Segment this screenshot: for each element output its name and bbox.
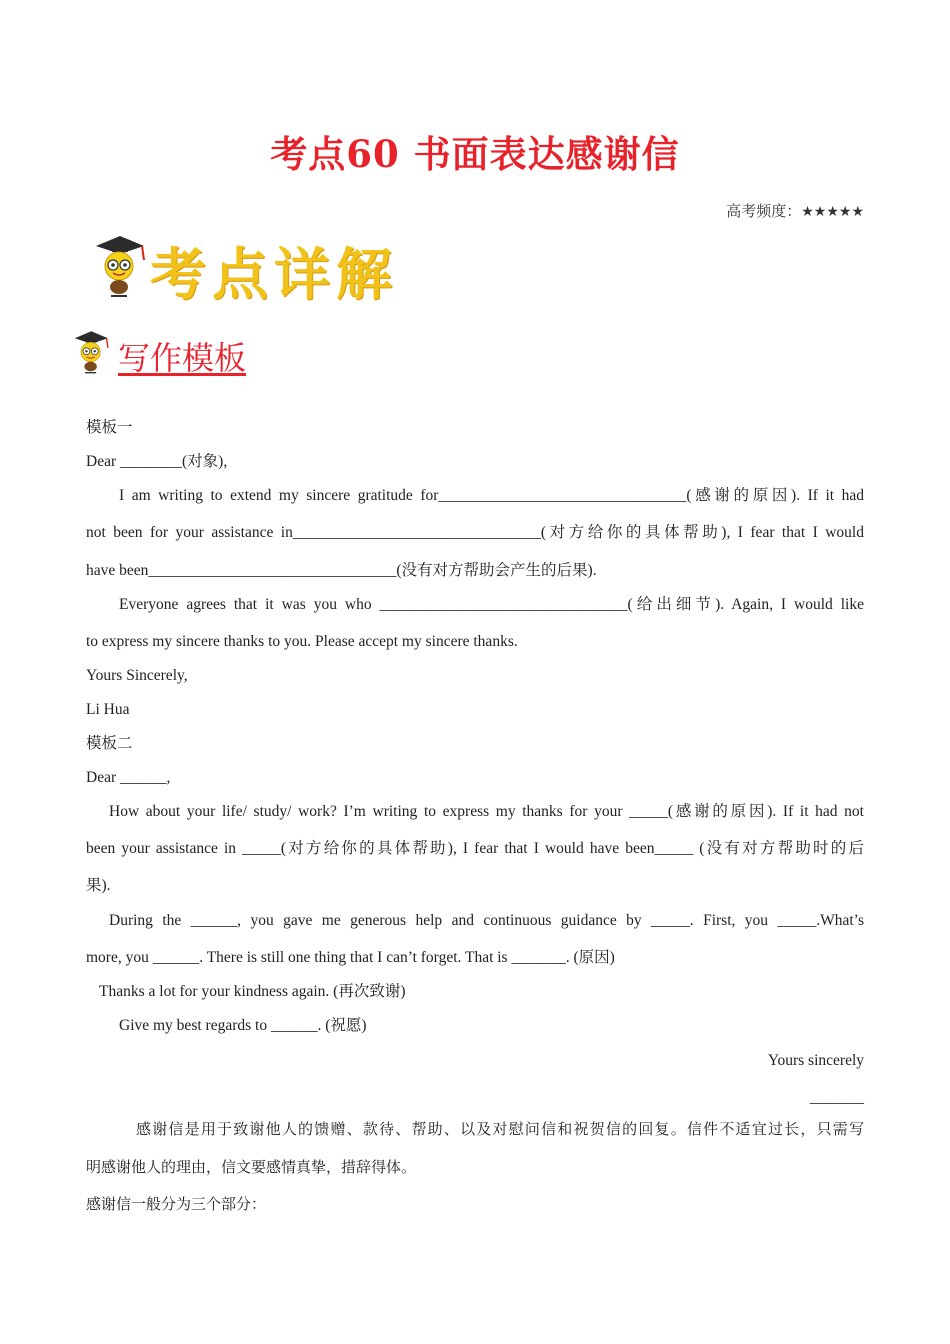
template2-thanks-line: Thanks a lot for your kindness again. (再次致谢) — [99, 983, 406, 1000]
template2-paragraph2-line1: During the ______, you gave me generous help and continuous guidance by _____. First, you _____.What’s — [109, 912, 864, 929]
template2-heading: 模板二 — [86, 735, 133, 752]
template2-regards-line: Give my best regards to ______. (祝愿) — [119, 1017, 367, 1034]
template2-closing: Yours sincerely — [767, 1052, 864, 1069]
template2-paragraph1-line1: How about your life/ study/ work? I’m writing to express my thanks for your _____(感谢的原因). If it had not — [109, 803, 864, 820]
template1-paragraph2-line1: Everyone agrees that it was you who ________________________________(给出细节). Again, I would like — [119, 596, 864, 613]
template2-paragraph1-line3: 果). — [86, 877, 111, 894]
section-banner: 考点详解 — [150, 243, 398, 308]
template1-heading: 模板一 — [86, 419, 133, 436]
template2-paragraph1-line2: been your assistance in _____(对方给你的具体帮助), I fear that I would have been_____ (没有对方帮助时的后 — [86, 840, 864, 857]
frequency-label: 高考频度： — [726, 204, 802, 220]
template1-paragraph2-line2: to express my sincere thanks to you. Please accept my sincere thanks. — [86, 633, 518, 650]
template1-salutation: Dear ________(对象), — [86, 453, 228, 470]
exam-frequency — [726, 200, 864, 221]
graduate-mascot-icon — [72, 328, 112, 376]
frequency-stars: ★★★★★ — [801, 204, 864, 220]
page-title: 考点60 书面表达感谢信 — [270, 132, 680, 176]
graduate-mascot-icon — [92, 234, 150, 298]
template1-paragraph1-line2: not been for your assistance in________________________________(对方给你的具体帮助), I fear that I would — [86, 524, 864, 541]
intro-line2: 明感谢他人的理由，信文要感情真挚，措辞得体。 — [86, 1158, 417, 1176]
template2-signature: _______ — [809, 1089, 864, 1106]
template1-paragraph1-line1: I am writing to extend my sincere gratitude for________________________________(感谢的原因). If it had — [119, 487, 864, 504]
template1-paragraph1-line3: have been________________________________(没有对方帮助会产生的后果). — [86, 562, 597, 579]
intro-line1: 感谢信是用于致谢他人的馈赠、款待、帮助、以及对慰问信和祝贺信的回复。信件不适宜过长，只需写 — [136, 1120, 864, 1138]
subsection-heading: 写作模板 — [118, 339, 247, 377]
template2-paragraph2-line2: more, you ______. There is still one thing that I can’t forget. That is _______. (原因) — [86, 949, 615, 966]
template2-salutation: Dear ______, — [86, 769, 171, 786]
template1-closing: Yours Sincerely, — [86, 667, 188, 684]
intro-line3: 感谢信一般分为三个部分： — [86, 1195, 267, 1213]
template1-signature: Li Hua — [86, 701, 130, 718]
